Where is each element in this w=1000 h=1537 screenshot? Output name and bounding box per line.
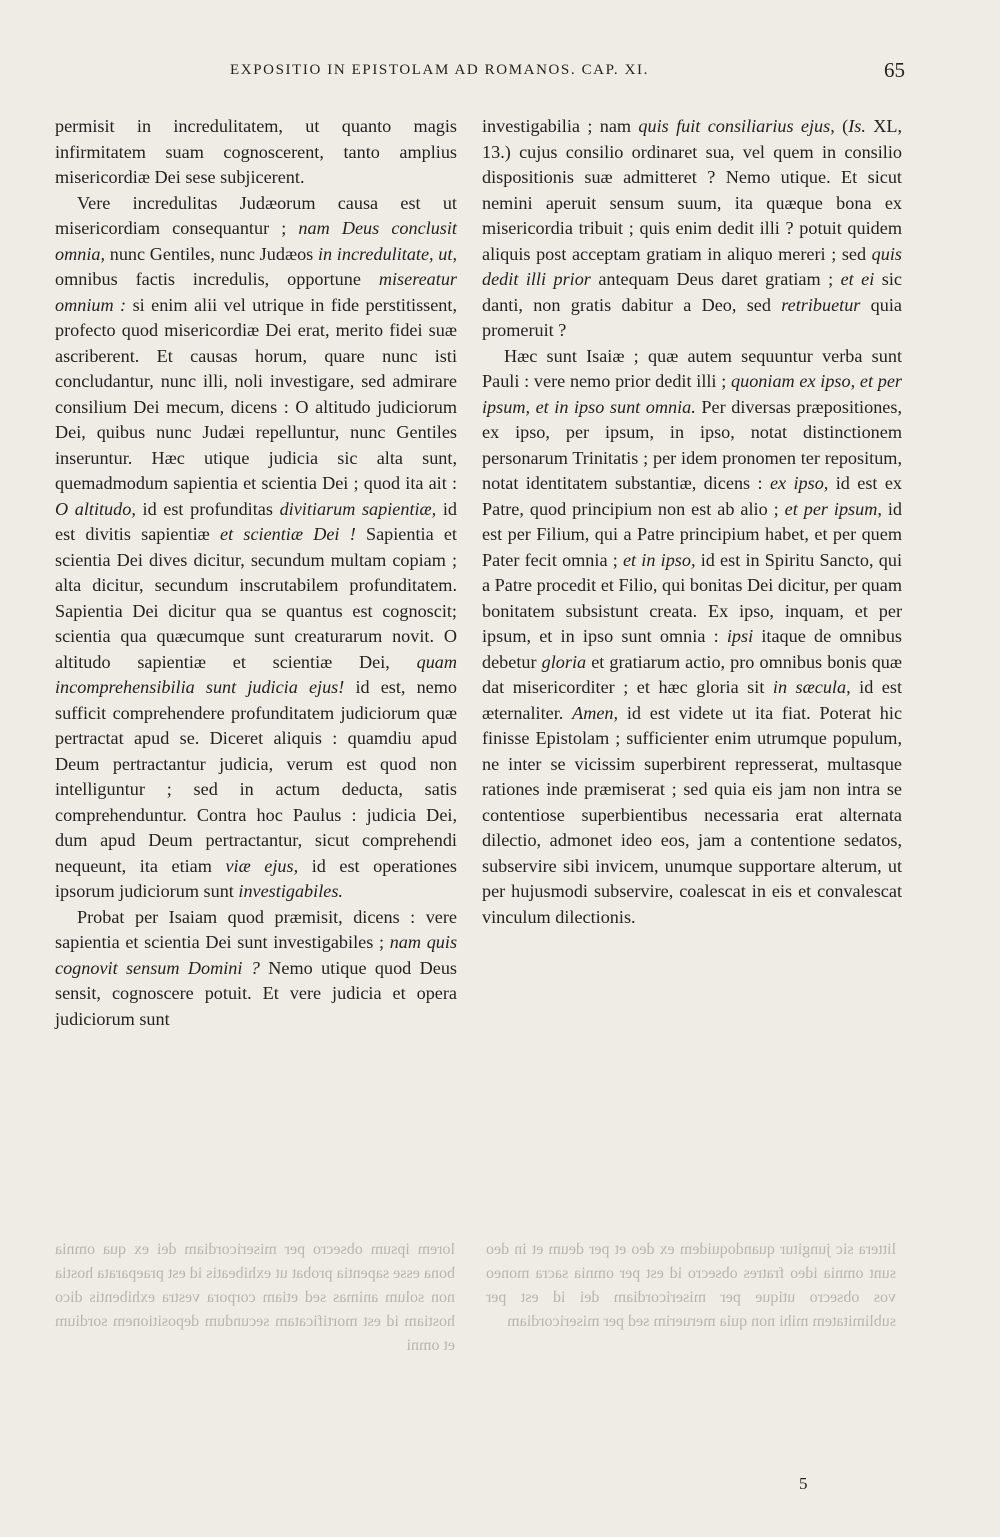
paragraph: Vere incredulitas Judæorum causa est ut misericordiam consequantur ; nam Deus conclusit omnia, nunc Gentiles, nunc Judæos in incredulitate, ut, omnibus factis incredulis, opportune misereatur omnium : si enim alii vel utrique in fide perstitissent, profecto quod misericordiæ Dei erat, merito fidei suæ ascriberent. Et causas horum, quare nunc isti concludantur, nunc illi, noli investigare, sed admirare consilium Dei mecum, dicens : O altitudo judiciorum Dei, quibus nunc Judæi repelluntur, nunc Gentiles inseruntur. Hæc utique judicia sic alta sunt, quemadmodum sapientia et scientia Dei ; quod ita ait : O altitudo, id est profunditas divitiarum sapientiæ, id est divitis sapientiæ et scientiæ Dei ! Sapientia et scientia Dei dives dicitur, secundum multam copiam ; alta dicitur, secundum inscrutabilem profunditatem. Sapientia Dei dicitur qua se quantus est cognoscit; scientia qua quæcumque sunt creaturarum novit. O altitudo sapientiæ et scientiæ Dei, quam incomprehensibilia sunt judicia ejus! id est, nemo sufficit comprehendere profunditatem judiciorum quæ pertractat apud se. Diceret aliquis : quamdiu apud Deum pertractantur judicia, verum est quod non intelliguntur ; sed in actum deducta, satis comprehenduntur. Contra hoc Paulus : judicia Dei, dum apud Deum pertractantur, sicut comprehendi nequeunt, ita etiam viæ ejus, id est operationes ipsorum judiciorum sunt investigabiles. — [55, 192, 458, 901]
paragraph: Probat per Isaiam quod præmisit, dicens : vere sapientia et scientia Dei sunt investigabiles ; nam quis cognovit sensum Domini ? Nemo utique quod Deus sensit, cognoscere potuit. Et vere judicia et opera judiciorum sunt — [55, 906, 458, 1029]
left-column — [55, 114, 457, 1032]
paragraph: permisit in incredulitatem, ut quanto magis infirmitatem suam cognoscerent, tanto amplius misericordiæ Dei sese subjicerent. — [55, 116, 457, 187]
paragraph: investigabilia ; nam quis fuit consiliarius ejus, (Is. XL, 13.) cujus consilio ordinaret sua, vel quem in consilio dispositionis suæ admitteret ? Nemo utique. Et sicut nemini aperuit sensum suum, ita quæque bona ex misericordia tribuit ; quis enim dedit illi ? potuit quidem aliquis post acceptam gratiam in aliquo mereri ; sed quis dedit illi prior antequam Deus daret gratiam ; et ei sic danti, non gratis dabitur a Deo, sed retribuetur quia promeruit ? — [482, 116, 903, 340]
right-column — [482, 114, 902, 930]
page-header — [60, 58, 905, 88]
running-head: EXPOSITIO IN EPISTOLAM AD ROMANOS. CAP. XI. — [230, 62, 649, 78]
bleed-through-texture: lorem ipsum obsecro per misericordiam dei ex qua omnia bona esse sapentia probat ut exhibeatis id est praeparata hostia non solum animas sed etiam corpora vestra exhibentis dico hostiam id est mortificatam secundum depositionem sordium et omni — [55, 1241, 455, 1354]
signature-mark: 5 — [799, 1474, 808, 1493]
bleed-through-texture: littera sic jungitur quandoquidem ex deo et per deum et in deo sunt omnia ideo fratres obsecro id est per omnia sacra moneo vos obsecro utique per misericordiam dei id est per sublimitatem mihi non quia meruerim sed per misericordiam — [486, 1241, 896, 1330]
page-number: 65 — [884, 58, 905, 82]
paragraph: Hæc sunt Isaiæ ; quæ autem sequuntur verba sunt Pauli : vere nemo prior dedit illi ; quoniam ex ipso, et per ipsum, et in ipso sunt omnia. Per diversas præpositiones, ex ipso, per ipsum, in ipso, notat distinctionem personarum Trinitatis ; per idem pronomen ter repositum, notat identitatem substantiæ, dicens : ex ipso, id est ex Patre, quod principium non est ab alio ; et per ipsum, id est per Filium, qui a Patre principium habet, et per quem Pater fecit omnia ; et in ipso, id est in Spiritu Sancto, qui a Patre procedit et Filio, qui bonitas Dei dicitur, per quam bonitatem subsistunt creata. Ex ipso, inquam, et per ipsum, et in ipso sunt omnia : ipsi itaque de omnibus debetur gloria et gratiarum actio, pro omnibus bonis quæ dat misericorditer ; et hæc gloria sit in sæcula, id est æternaliter. Amen, id est videte ut ita fiat. Poterat hic finisse Epistolam ; sufficienter enim utrumque populum, ne inter se vicissim superbirent represserat, multasque rationes inde præmiserat ; sed quia eis jam non intra se contentiose superbientibus necessaria erat alternata dilectio, admonet ideo eos, jam a contentione sedatos, subservire sibi invicem, unumque supportare alterum, ut per hujusmodi subservire, coalescat in eis et convalescat vinculum dilectionis. — [482, 345, 903, 927]
